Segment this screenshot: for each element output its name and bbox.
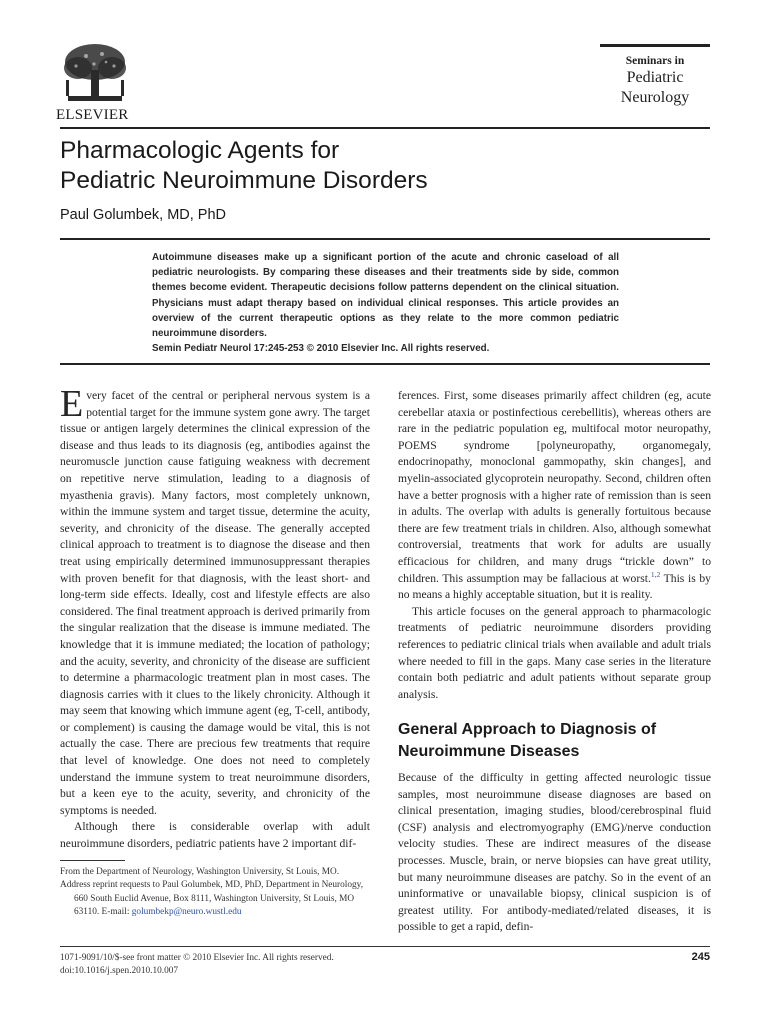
paragraph bbox=[60, 383, 370, 819]
title-line1: Pharmacologic Agents for bbox=[60, 137, 340, 164]
paragraph: Because of the difficulty in getting affected neurologic tissue samples, most neuroimmune disease diagnoses are based on clinical presentation, imaging studies, blood/cerebrospinal fluid (CSF) analysis and electromyography (EMG)/nerve conduction velocity studies. These are indirect measures of the disease processes. Muscle, brain, or nerve biopsies can have great utility, but many neuroimmune diseases are patchy. So in the event of an uninformative or unavailable biopsy, clinical suspicion is of greatest utility. For antibody-mediated/related diseases, it is possible to get a rapid, defin- bbox=[398, 771, 711, 934]
section-heading: General Approach to Diagnosis of Neuroimmune Diseases bbox=[398, 721, 657, 760]
email-link[interactable]: golumbekp@neuro.wustl.edu bbox=[131, 907, 242, 918]
footnote bbox=[60, 866, 372, 920]
header-rule bbox=[60, 127, 710, 129]
right-column bbox=[398, 388, 711, 703]
paragraph: Although there is considerable overlap with adult neuroimmune disorders, pediatric patients have 2 important dif- bbox=[60, 820, 370, 851]
drop-cap: E bbox=[60, 383, 84, 425]
correspondence-text: Address reprint requests to Paul Golumbek, MD, PhD, Department in Neurology, 660 South Euclid Avenue, Box 8111, Washington University, St Louis, MO 63110. E-mail: bbox=[60, 880, 364, 918]
title-line2: Pediatric Neuroimmune Disorders bbox=[60, 167, 428, 194]
abstract-rule-top bbox=[60, 238, 710, 240]
paragraph-text: This is by no means a highly acceptable situation, but it is reality. bbox=[398, 571, 711, 602]
publisher-name: ELSEVIER bbox=[56, 107, 129, 123]
footer-info bbox=[60, 952, 334, 979]
paragraph bbox=[398, 388, 711, 604]
journal-name-line2: Neurology bbox=[620, 89, 690, 106]
reference-link[interactable]: 1,2 bbox=[650, 569, 661, 579]
paragraph-text: very facet of the central or peripheral nervous system is a potential target for the immune system gone awry. The target tissue or antigen largely determines the clinical expression of the disease and thus leads to its diagnosis (eg, antibodies against the neuromuscle junction cause fatiguing weakness with decrement on repetitive nerve stimulation, leading to a diagnosis of myasthenia gravis). Many factors, most completely unknown, within the immune system and target tissue, determine the acuity, severity, and chronicity of the disease. The generally accepted clinical approach to treatment is to diagnose the disease and then treat using empirically determined immunosuppressant therapies with proven benefit for that diagnosis, with the least short- and long-term side effects. Ideally, cost and lifestyle effects are also considered. The final treatment approach is derived primarily from the singular realization that the disease is immune mediated. The knowledge that it is immune mediated; the location of pathology; and the acuity, severity, and chronicity of the disease are sufficient to determine a pharmacologic treatment plan in most cases. The diagnosis carries with it clues to the likely chronicity. Although it may seem that knowing which immune agent (eg, T-cell, antibody, or complement) is causing the damage would be vital, this is not actually the case. There are precious few treatments that require that level of knowledge. One does not need to completely understand the immune system to treat neuroimmune disorders, but a keen eye to the acuity, severity, and chronicity of the symptoms is needed. bbox=[60, 389, 370, 817]
right-column-continued bbox=[398, 770, 711, 936]
journal-name bbox=[600, 68, 710, 108]
doi[interactable]: doi:10.1016/j.spen.2010.10.007 bbox=[60, 966, 179, 977]
journal-name-line1: Pediatric bbox=[626, 69, 684, 86]
journal-series: Seminars in bbox=[625, 55, 685, 67]
footer-rule bbox=[60, 946, 710, 947]
abstract bbox=[152, 250, 619, 356]
abstract-rule-bottom bbox=[60, 363, 710, 365]
left-column bbox=[60, 383, 370, 853]
article-title bbox=[60, 136, 680, 196]
journal-rule bbox=[600, 44, 710, 47]
citation: Semin Pediatr Neurol 17:245-253 © 2010 Elsevier Inc. All rights reserved. bbox=[152, 343, 490, 355]
affiliation: From the Department of Neurology, Washington University, St Louis, MO. bbox=[60, 867, 340, 877]
correspondence bbox=[60, 879, 372, 919]
abstract-text: Autoimmune diseases make up a significant portion of the acute and chronic caseload of all pediatric neurologists. By comparing these diseases and their treatments side by side, common themes become evident. Therapeutic decisions follow patterns dependent on the clinical situation. Physicians must adapt therapy based on individual clinical responses. This article provides an overview of the current therapeutic options as they relate to the more common pediatric neuroimmune disorders. bbox=[152, 252, 619, 340]
paragraph-text: ferences. First, some diseases primarily affect children (eg, acute cerebellar ataxia or postinfectious cerebellitis), whereas others are rare in the pediatric population eg, multifocal motor neuropathy, POEMS syndrome [polyneuropathy, organomegaly, endocrinopathy, monoclonal gammopathy, skin changes], and myelin-associated glycoprotein neuropathy. Second, children often have a better prognosis with a higher rate of remission than is seen in adults. The overlap with adults is generally fortuitous because there are few treatment trials in children. Also, although somewhat controversial, treatments that work for adults are usually efficacious for children, and many drugs “trickle down” to children. This assumption may be fallacious at worst. bbox=[398, 389, 711, 585]
footnote-rule bbox=[60, 860, 125, 861]
copyright: 1071-9091/10/$-see front matter © 2010 Elsevier Inc. All rights reserved. bbox=[60, 953, 334, 963]
author-name: Paul Golumbek, MD, PhD bbox=[60, 207, 227, 223]
page-number: 245 bbox=[691, 951, 710, 963]
paragraph: This article focuses on the general approach to pharmacologic treatments of pediatric neuroimmune disorders providing references to pediatric clinical trials when available and adult trials where needed to fill in the gaps. Many case series in the literature contain both pediatric and adult patients without separate group analysis. bbox=[398, 604, 711, 701]
